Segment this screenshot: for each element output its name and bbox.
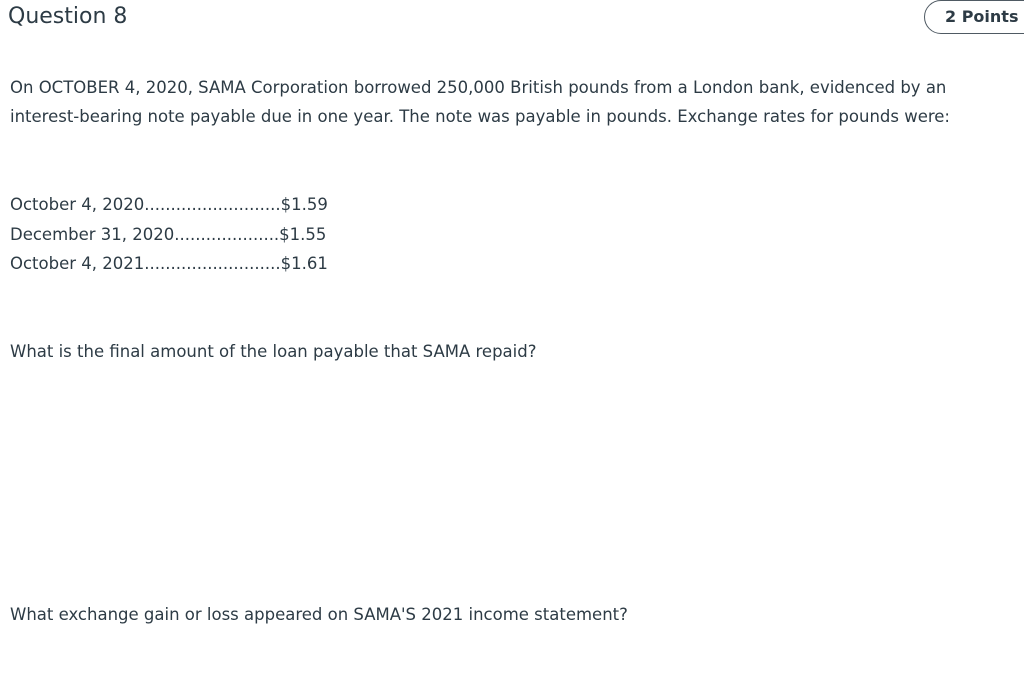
sub-question-exchange-gain-loss: What exchange gain or loss appeared on SAMA'S 2021 income statement? — [10, 605, 628, 624]
points-badge: 2 Points — [924, 0, 1024, 34]
question-title: Question 8 — [8, 4, 128, 29]
exchange-rate-item: October 4, 2021..........................$1.61 — [10, 254, 328, 273]
sub-question-loan-repaid: What is the final amount of the loan payable that SAMA repaid? — [10, 342, 537, 361]
exchange-rate-item: October 4, 2020..........................$1.59 — [10, 195, 328, 214]
exchange-rate-item: December 31, 2020....................$1.55 — [10, 224, 327, 244]
question-prompt: On OCTOBER 4, 2020, SAMA Corporation borrowed 250,000 British pounds from a London bank, evidenced by an interest-bearing note payable due in one year. The note was payable in pounds. Exchange rates for pounds were: — [10, 78, 950, 126]
exchange-rate-list — [10, 190, 328, 279]
